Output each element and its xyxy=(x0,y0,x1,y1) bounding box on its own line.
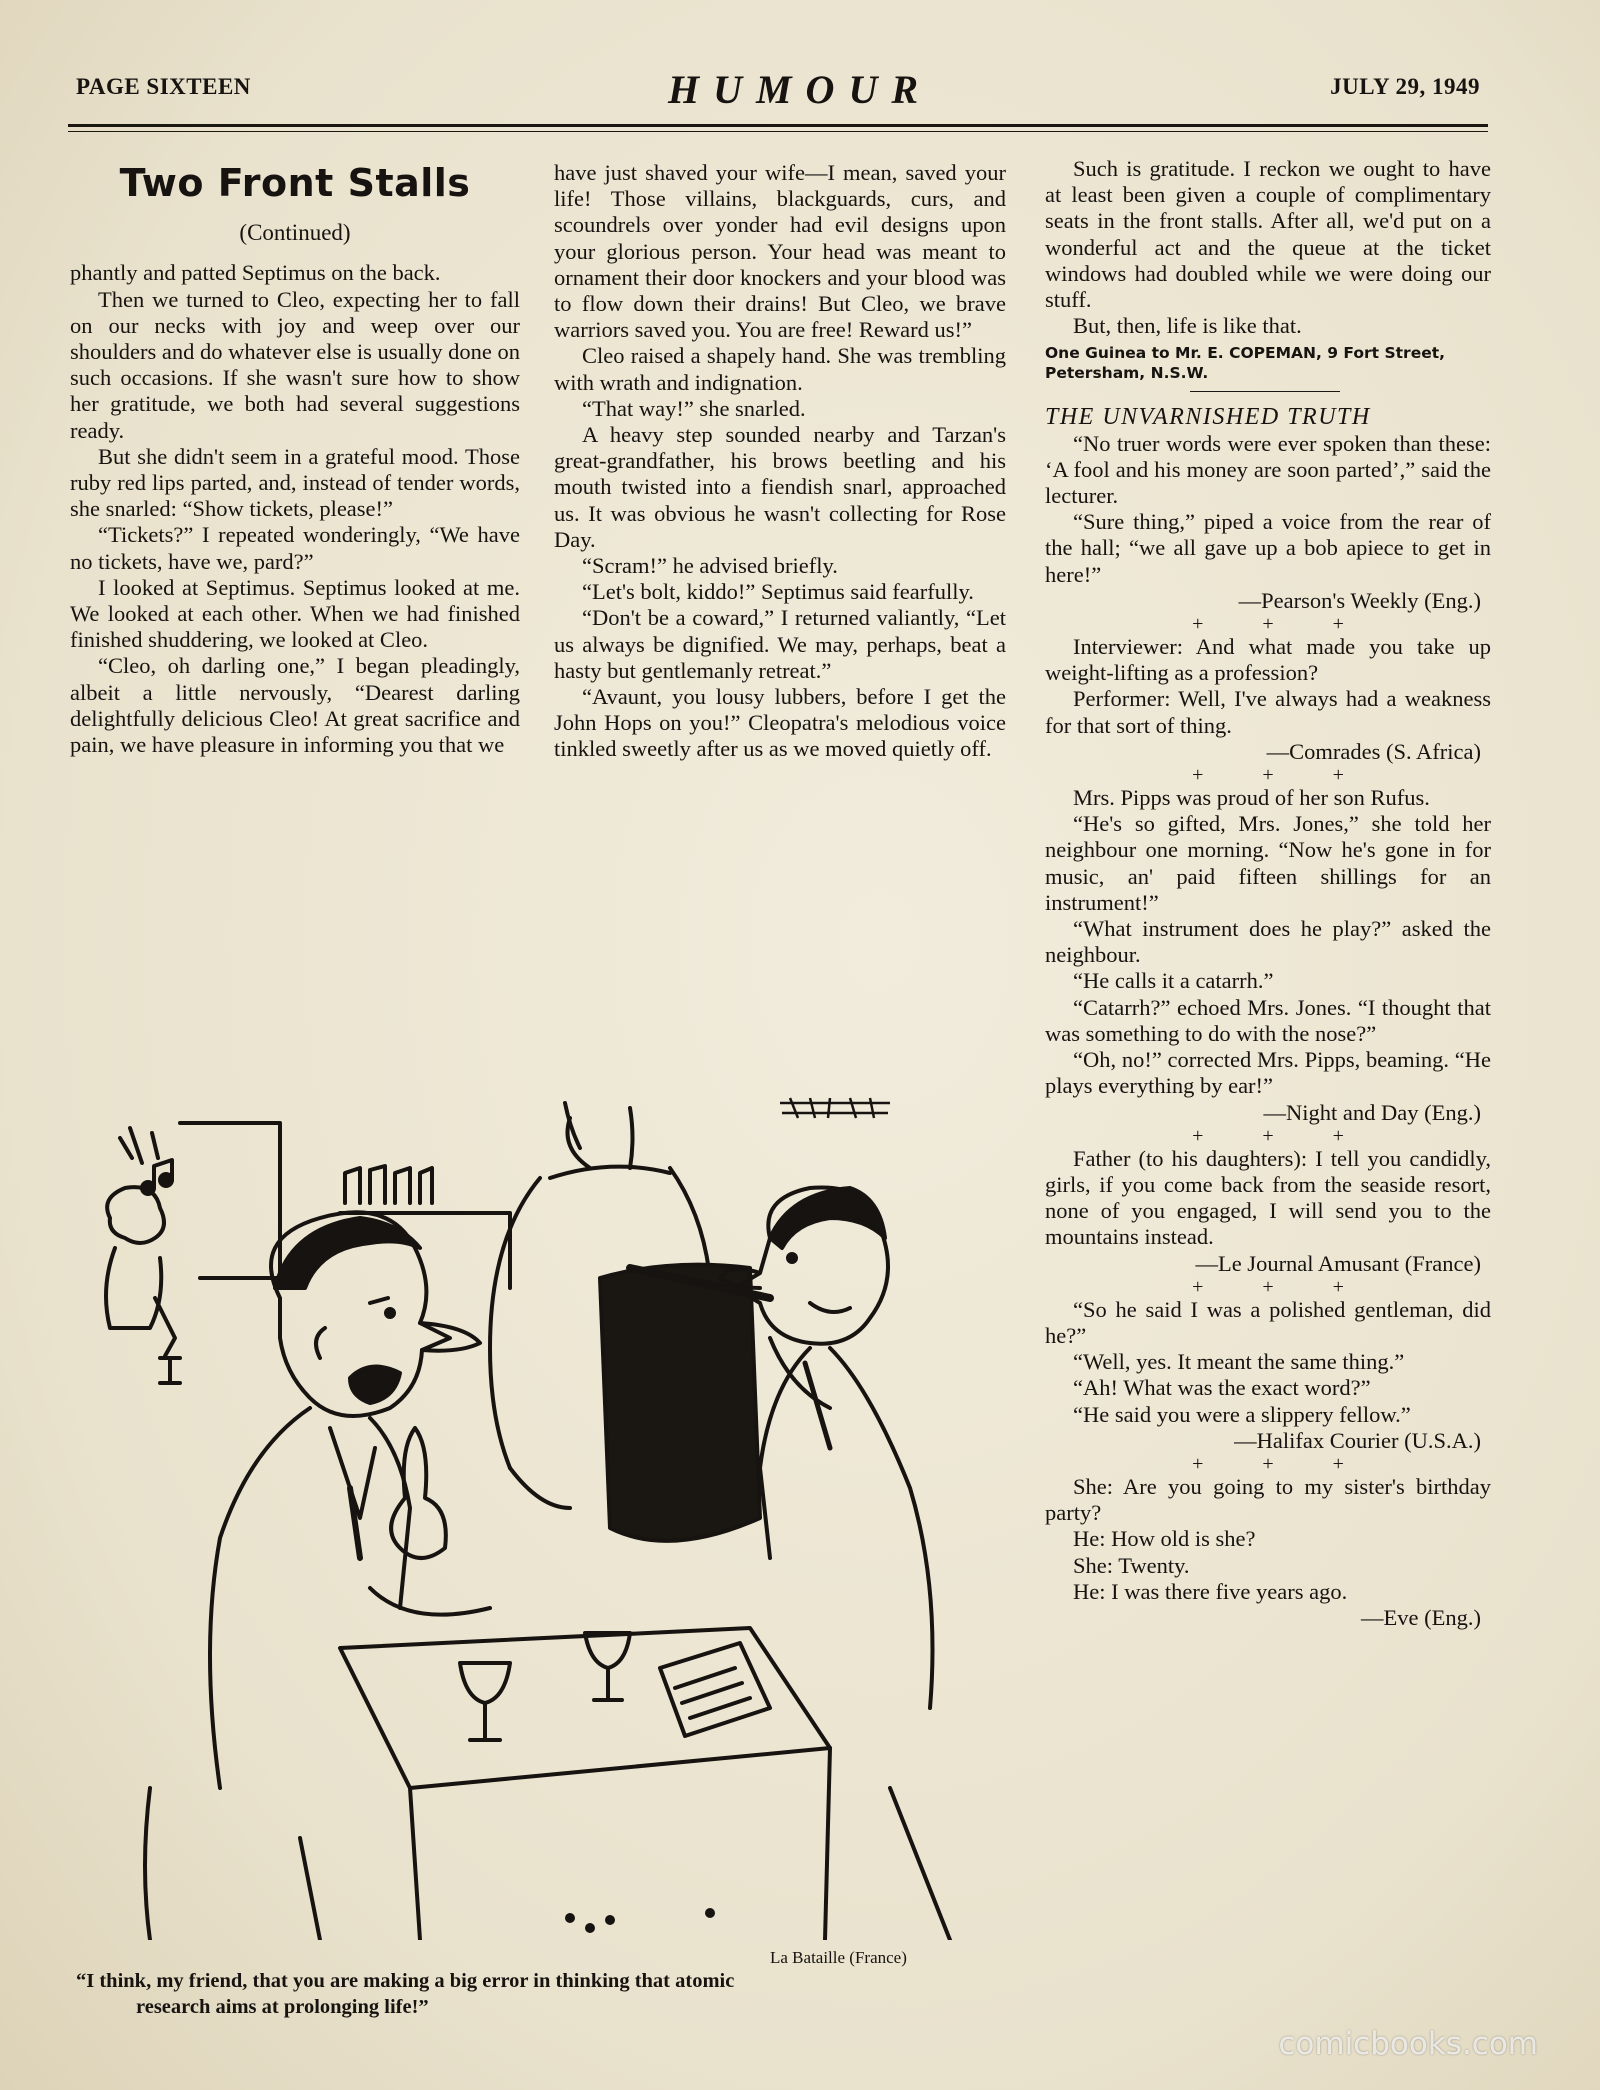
story-paragraph: Cleo raised a shapely hand. She was trembling with wrath and indignation. xyxy=(554,343,1006,395)
story-paragraph: A heavy step sounded nearby and Tarzan's great-grandfather, his brows beetling and his mouth twisted into a fiendish snarl, approached us. It was obvious he wasn't collecting for Rose Day. xyxy=(554,422,1006,552)
story-title: Two Front Stalls xyxy=(119,161,471,205)
story-paragraph: “Cleo, oh darling one,” I began pleadingly, albeit a little nervously, “Dearest darling delightfully delicious Cleo! At great sacrifice and pain, we have pleasure in informing you that we xyxy=(70,653,520,758)
joke-paragraph: “He's so gifted, Mrs. Jones,” she told her neighbour one morning. “Now he's gone in for music, an' paid fifteen shillings for an instrument!” xyxy=(1045,811,1491,915)
caption-line: research aims at prolonging life!” xyxy=(136,1996,429,2018)
joke-separator: + + + xyxy=(1192,1452,1344,1475)
story-paragraph: phantly and patted Septimus on the back. xyxy=(70,260,441,286)
joke-paragraph: “What instrument does he play?” asked the neighbour. xyxy=(1045,916,1491,968)
joke-source: —Comrades (S. Africa) xyxy=(1266,738,1481,764)
joke-paragraph: Interviewer: And what made you take up weight-lifting as a profession? xyxy=(1045,634,1491,686)
story-paragraph: “Scram!” he advised briefly. xyxy=(582,553,838,579)
story-paragraph: But, then, life is like that. xyxy=(1073,313,1302,339)
cartoon-source: La Bataille (France) xyxy=(770,1948,907,1967)
page-number: PAGE SIXTEEN xyxy=(76,74,251,99)
story-paragraph: have just shaved your wife—I mean, saved your life! Those villains, blackguards, curs, and scoundrels over yonder had evil designs upon your glorious person. Your head was meant to ornament their door knockers and your blood was to flow down their drains! But Cleo, we brave warriors saved you. You are free! Reward us!” xyxy=(554,160,1006,343)
joke-paragraph: She: Are you going to my sister's birthday party? xyxy=(1045,1473,1491,1526)
joke-separator: + + + xyxy=(1192,1124,1344,1147)
prize-credit: One Guinea to Mr. E. COPEMAN, 9 Fort Street, Petersham, N.S.W. xyxy=(1045,344,1446,383)
publication-title: HUMOUR xyxy=(667,67,933,112)
joke-paragraph: He: I was there five years ago. xyxy=(1073,1578,1348,1604)
story-paragraph: “That way!” she snarled. xyxy=(582,395,806,421)
joke-paragraph: “He said you were a slippery fellow.” xyxy=(1073,1401,1411,1427)
caption-line: “I think, my friend, that you are making a big error in thinking that atomic xyxy=(76,1970,735,1992)
joke-paragraph: Performer: Well, I've always had a weakness for that sort of thing. xyxy=(1045,686,1491,738)
header-rule-thin xyxy=(68,131,1488,132)
story-column-2 xyxy=(554,160,1006,763)
joke-paragraph: “He calls it a catarrh.” xyxy=(1073,968,1274,994)
story-paragraph: “Don't be a coward,” I returned valiantly, “Let us always be dignified. We may, perhaps, beat a hasty but gentlemanly retreat.” xyxy=(554,605,1006,683)
section-heading: THE UNVARNISHED TRUTH xyxy=(1045,404,1371,431)
joke-paragraph: “Catarrh?” echoed Mrs. Jones. “I thought that was something to do with the nose?” xyxy=(1045,994,1491,1046)
continued-label: (Continued) xyxy=(239,220,351,246)
story-paragraph: I looked at Septimus. Septimus looked at me. We looked at each other. When we had finished finished shuddering, we looked at Cleo. xyxy=(70,574,520,653)
joke-paragraph: “No truer words were ever spoken than these: ‘A fool and his money are soon parted’,” said the lecturer. xyxy=(1045,430,1491,509)
story-paragraph: “Let's bolt, kiddo!” Septimus said fearfully. xyxy=(582,579,974,605)
joke-source: —Halifax Courier (U.S.A.) xyxy=(1234,1427,1481,1453)
jokes-column xyxy=(1045,156,1491,1631)
joke-source: —Eve (Eng.) xyxy=(1361,1604,1481,1630)
story-paragraph: “Avaunt, you lousy lubbers, before I get the John Hops on you!” Cleopatra's melodious voice tinkled sweetly after us as we moved quietly off. xyxy=(554,684,1006,762)
cartoon-caption xyxy=(76,1968,1026,2020)
story-paragraph: Then we turned to Cleo, expecting her to fall on our necks with joy and weep over our shoulders and do whatever else is usually done on such occasions. If she wasn't sure how to show her gratitude, we both had several suggestions ready. xyxy=(70,286,520,443)
cafe-cartoon-illustration xyxy=(70,1088,1020,1940)
joke-separator: + + + xyxy=(1192,613,1344,636)
joke-paragraph: She: Twenty. xyxy=(1073,1552,1190,1578)
story-column-1 xyxy=(70,161,520,758)
joke-source: —Le Journal Amusant (France) xyxy=(1195,1250,1481,1276)
joke-paragraph: “So he said I was a polished gentleman, did he?” xyxy=(1045,1296,1491,1348)
joke-source: —Pearson's Weekly (Eng.) xyxy=(1238,587,1481,613)
joke-paragraph: “Sure thing,” piped a voice from the rear of the hall; “we all gave up a bob apiece to get in here!” xyxy=(1045,509,1491,587)
header-rule xyxy=(68,124,1488,127)
story-paragraph: “Tickets?” I repeated wonderingly, “We have no tickets, have we, pard?” xyxy=(70,522,520,574)
joke-separator: + + + xyxy=(1192,1275,1344,1298)
site-watermark: comicbooks.com xyxy=(1278,2026,1538,2062)
story-paragraph: Such is gratitude. I reckon we ought to have at least been given a couple of complimentary seats in the front stalls. After all, we'd put on a wonderful act and the queue at the ticket windows had doubled while we were doing our stuff. xyxy=(1045,156,1491,313)
issue-date: JULY 29, 1949 xyxy=(1330,74,1480,99)
joke-paragraph: “Well, yes. It meant the same thing.” xyxy=(1073,1349,1405,1375)
joke-paragraph: Father (to his daughters): I tell you candidly, girls, if you come back from the seaside resort, none of you engaged, I will send you to the mountains instead. xyxy=(1045,1145,1491,1250)
joke-paragraph: “Oh, no!” corrected Mrs. Pipps, beaming. “He plays everything by ear!” xyxy=(1045,1047,1491,1099)
joke-paragraph: He: How old is she? xyxy=(1073,1526,1256,1552)
story-paragraph: But she didn't seem in a grateful mood. Those ruby red lips parted, and, instead of tender words, she snarled: “Show tickets, please!” xyxy=(70,443,520,522)
joke-separator: + + + xyxy=(1192,764,1344,787)
section-divider xyxy=(1190,391,1340,392)
joke-paragraph: Mrs. Pipps was proud of her son Rufus. xyxy=(1073,785,1430,811)
joke-paragraph: “Ah! What was the exact word?” xyxy=(1073,1375,1371,1401)
joke-source: —Night and Day (Eng.) xyxy=(1263,1099,1481,1125)
